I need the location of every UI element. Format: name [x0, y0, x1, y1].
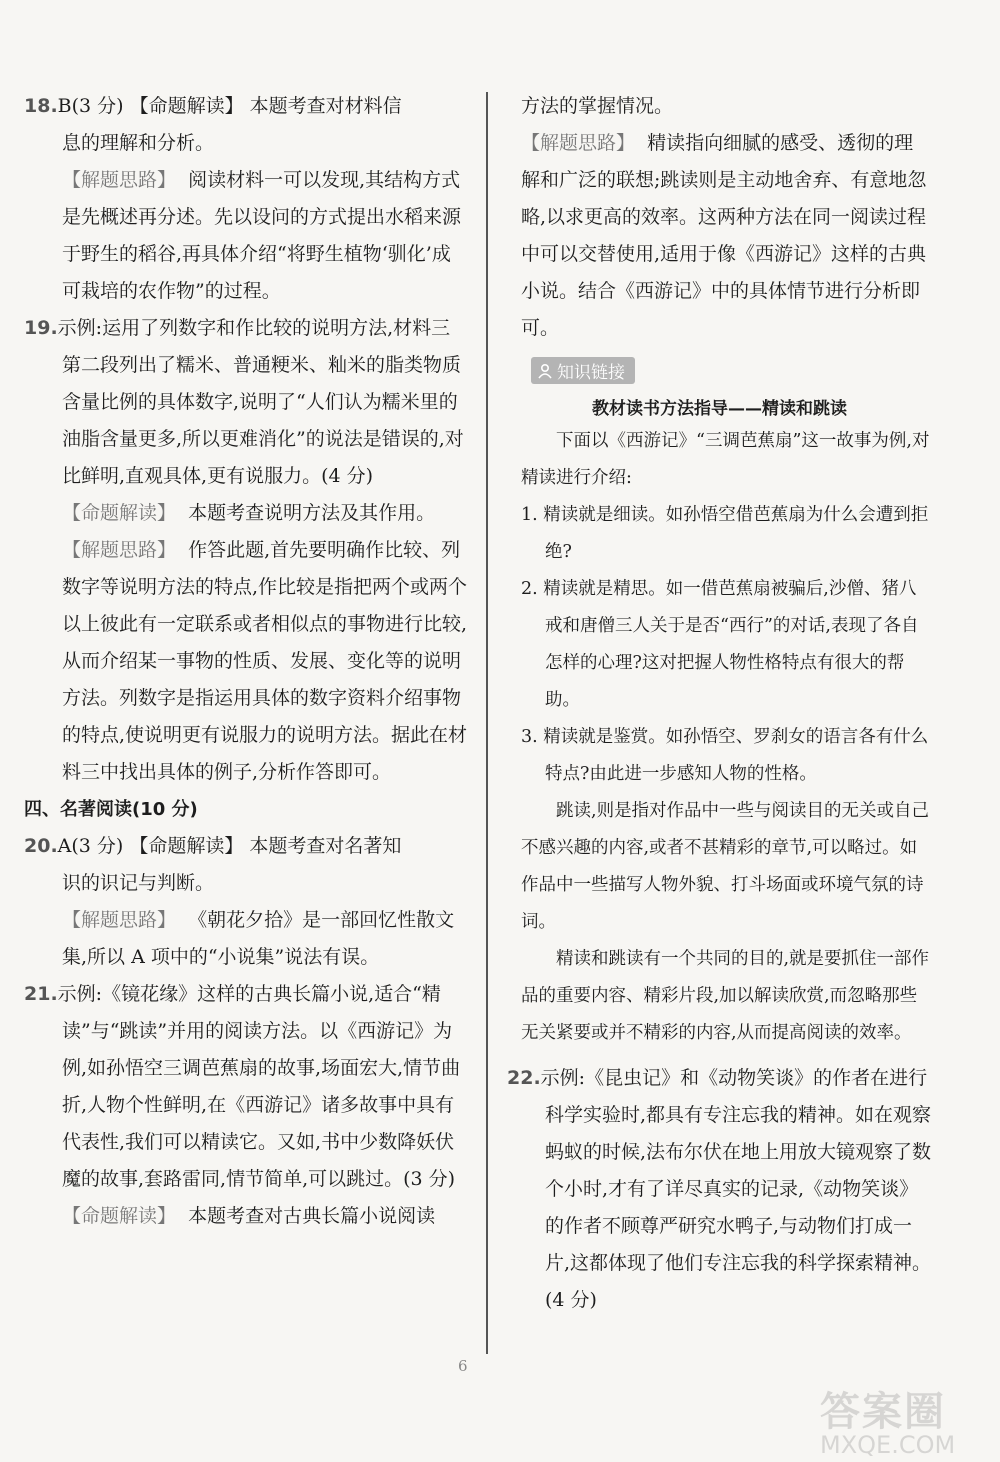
- analysis-text: 阅读材料一可以发现,其结构方式是先概述再分述。先以设问的方式提出水稻来源于野生的稻谷,再具体介绍“将野生植物‘驯化’成可栽培的农作物”的过程。: [62, 169, 462, 302]
- question-number: 20.: [24, 835, 58, 857]
- badge-label: 知识链接: [557, 363, 625, 383]
- answer-text: 示例:《镜花缘》这样的古典长篇小说,适合“精读”与“跳读”并用的阅读方法。以《西游记》为例,如孙悟空三调芭蕉扇的故事,场面宏大,情节曲折,人物个性鲜明,在《西游记》诸多故事中具有代表性,我们可以精读它。又如,书中少数降妖伏魔的故事,套路雷同,情节简单,可以跳过。(3 分): [57, 983, 461, 1190]
- question-number: 21.: [24, 983, 58, 1005]
- interpretation-tag: 【命题解读】: [62, 1205, 177, 1227]
- answer-21: [24, 976, 468, 1198]
- answer-20-line1: [24, 828, 468, 865]
- analysis-text: 《朝花夕拾》是一部回忆性散文集,所以 A 项中的“小说集”说法有误。: [62, 909, 455, 968]
- answer-18: [24, 88, 468, 310]
- answer-21-continued: 方法的掌握情况。: [521, 95, 674, 117]
- question-number: 18.: [24, 95, 58, 117]
- answer-text: 示例:运用了列数字和作比较的说明方法,材料三第二段列出了糯米、普通粳米、籼米的脂类物质含量比例的具体数字,说明了“人们认为糯米里的油脂含量更多,所以更难消化”的说法是错误的,对比鲜明,直观具体,更有说服力。(4 分): [57, 317, 464, 487]
- interpretation: [24, 495, 468, 532]
- answer-text: 识的识记与判断。: [62, 872, 215, 894]
- analysis: [507, 125, 932, 347]
- left-column: [24, 88, 468, 1235]
- interpretation-tag: 【命题解读】: [62, 502, 177, 524]
- analysis-tag: 【解题思路】: [62, 169, 177, 191]
- right-column: [507, 88, 932, 1319]
- section-heading: 四、名著阅读(10 分): [24, 799, 198, 820]
- knowledge-intro: 下面以《西游记》“三调芭蕉扇”这一故事为例,对精读进行介绍:: [521, 431, 930, 488]
- analysis: [24, 532, 468, 791]
- analysis-text: 精读指向细腻的感受、透彻的理解和广泛的联想;跳读则是主动地舍弃、有意地忽略,以求更高的效率。这两种方法在同一阅读过程中可以交替使用,适用于像《西游记》这样的古典小说。结合《西游记》中的具体情节进行分析即可。: [521, 132, 927, 339]
- analysis: [24, 902, 468, 976]
- answer-text: 息的理解和分析。: [62, 132, 215, 154]
- answer-text: B(3 分) 【命题解读】 本题考查对材料信: [57, 95, 402, 117]
- knowledge-paragraph-skip: 跳读,则是指对作品中一些与阅读目的无关或自己不感兴趣的内容,或者不甚精彩的章节,可以略过。如作品中一些描写人物外貌、打斗场面或环境气氛的诗词。: [521, 801, 930, 932]
- analysis-tag: 【解题思路】: [62, 539, 177, 561]
- watermark-text: 答案圈: [820, 1389, 946, 1435]
- knowledge-box: [507, 423, 932, 1052]
- page-number: 6: [458, 1357, 468, 1375]
- knowledge-item-3: 3. 精读就是鉴赏。如孙悟空、罗刹女的语言各有什么特点?由此进一步感知人物的性格。: [521, 727, 929, 784]
- knowledge-item-2: 2. 精读就是精思。如一借芭蕉扇被骗后,沙僧、猪八戒和唐僧三人关于是否“西行”的对话,表现了各自怎样的心理?这对把握人物性格特点有很大的帮助。: [521, 579, 919, 710]
- knowledge-paragraph-common: 精读和跳读有一个共同的目的,就是要抓住一部作品的重要内容、精彩片段,加以解读欣赏,而忽略那些无关紧要或并不精彩的内容,从而提高阅读的效率。: [521, 949, 930, 1043]
- answer-18-line1: [24, 88, 468, 125]
- interpretation-text: 本题考查说明方法及其作用。: [188, 502, 436, 524]
- analysis: [24, 162, 468, 310]
- person-icon: [537, 363, 553, 379]
- interpretation: [24, 1198, 468, 1235]
- watermark-url: MXQE.COM: [820, 1431, 956, 1459]
- question-number: 19.: [24, 317, 58, 339]
- knowledge-title: 教材读书方法指导——精读和跳读: [592, 399, 847, 419]
- answer-text: A(3 分) 【命题解读】 本题考查对名著知: [57, 835, 402, 857]
- column-divider: [486, 92, 488, 1354]
- answer-22: [507, 1060, 932, 1319]
- answer-19: [24, 310, 468, 495]
- interpretation-text: 本题考查对古典长篇小说阅读: [188, 1205, 436, 1227]
- analysis-tag: 【解题思路】: [521, 132, 636, 154]
- knowledge-item-1: 1. 精读就是细读。如孙悟空借芭蕉扇为什么会遭到拒绝?: [521, 505, 929, 562]
- analysis-text: 作答此题,首先要明确作比较、列数字等说明方法的特点,作比较是指把两个或两个以上彼此有一定联系或者相似点的事物进行比较,从而介绍某一事物的性质、发展、变化等的说明方法。列数字是指运用具体的数字资料介绍事物的特点,使说明更有说服力的说明方法。据此在材料三中找出具体的例子,分析作答即可。: [62, 539, 468, 783]
- answer-20: [24, 828, 468, 976]
- answer-text: 示例:《昆虫记》和《动物笑谈》的作者在进行科学实验时,都具有专注忘我的精神。如在观察蚂蚁的时候,法布尔伏在地上用放大镜观察了数个小时,才有了详尽真实的记录,《动物笑谈》的作者不顾尊严研究水鸭子,与动物们打成一片,这都体现了他们专注忘我的科学探索精神。(4 分): [540, 1067, 932, 1311]
- watermark-logo: [820, 1380, 990, 1460]
- question-number: 22.: [507, 1067, 541, 1089]
- analysis-tag: 【解题思路】: [62, 909, 177, 931]
- knowledge-link-badge: [531, 357, 635, 384]
